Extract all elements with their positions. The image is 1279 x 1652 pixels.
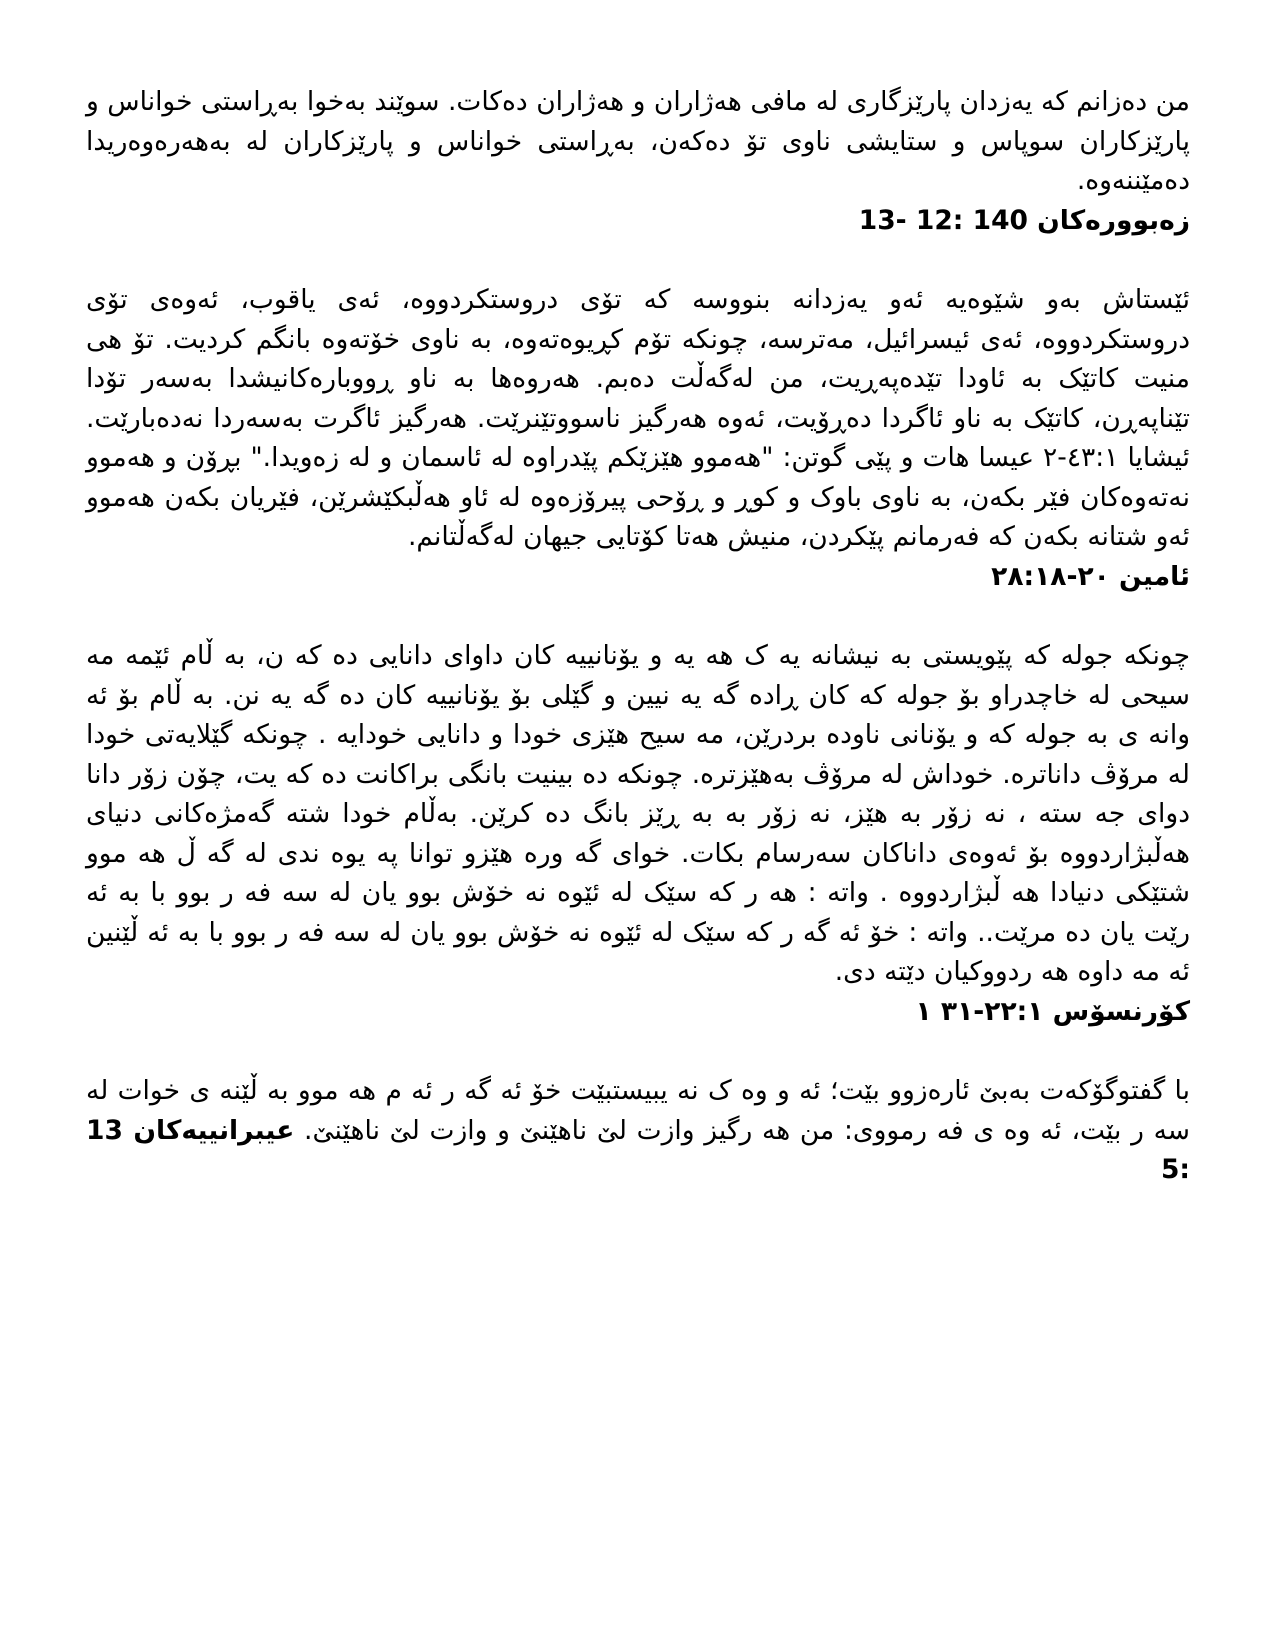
passage-2-reference: ئامین ٢٠-٢٨:١٨ — [991, 560, 1190, 592]
passage-4-text: با گفتوگۆکەت بەبێ ئارەزوو بێت؛ ئە و وە ک نە یبیستبێت خۆ ئە گە ر ئە م هە موو بە ڵێنە ی خوات لە سە ر بێت، ئە وە ی فە رمووی: من هە رگیز وازت لێ ناهێنێ و وازت لێ ناهێنێ. — [86, 1075, 1190, 1146]
document-page — [86, 82, 1190, 1190]
passage-4-paragraph — [86, 1071, 1190, 1190]
paragraph-gap — [86, 240, 1190, 280]
passage-3-text: چونکە جولە کە پێویستی بە نیشانە یە ک هە یە و یۆنانییە کان داوای دانایی دە کە ن، بە ڵام ئێمە مە سیحی لە خاچدراو بۆ جولە کە کان ڕادە گە یە نیین و گێلی بۆ یۆنانییە کان دە گە یە نن. بە ڵام بۆ ئە وانە ی بە جولە کە و یۆنانی ناودە بردرێن، مە سیح هێزی خودا و دانایی خودایە . چونکە گێلایەتی خودا لە مرۆڤ داناترە. خوداش لە مرۆڤ بەهێزترە. چونکە دە بینیت بانگی براکانت دە کە یت، چۆن زۆر دانا دوای جە ستە ، نە زۆر بە هێز، نە زۆر بە بە ڕێز بانگ دە کرێن. بەڵام خودا شتە گەمژەکانی دنیای هەڵبژاردووە بۆ ئەوەی داناکان سەرسام بکات. خوای گە ورە هێزو توانا پە یوە ندی لە گە ڵ هە موو شتێکی دنیادا هە ڵبژاردووە . واتە : هە ر کە سێک لە ئێوە نە خۆش بوو یان لە سە فە ر بوو با بە ئە رێت یان دە مرێت.. واتە : خۆ ئە گە ر کە سێک لە ئێوە نە خۆش بوو یان لە سە فە ر بوو با بە ئە ڵێنین ئە مە داوە هە ردووکیان دێتە دی. — [86, 640, 1190, 987]
passage-2-text: ئێستاش بەو شێوەیە ئەو یەزدانە بنووسە کە تۆی دروستکردووە، ئەی یاقوب، ئەوەی تۆی دروستکردووە، ئەی ئیسرائیل، مەترسە، چونکە تۆم کڕیوەتەوە، بە ناوی خۆتەوە بانگم کردیت. تۆ هی منیت کاتێک بە ئاودا تێدەپەڕیت، من لەگەڵت دەبم. هەروەها بە ناو ڕووبارەکانیشدا بەسەر تۆدا تێناپەڕن، کاتێک بە ناو ئاگردا دەڕۆیت، ئەوە هەرگیز ناسووتێنرێت. هەرگیز ئاگرت بەسەردا نەدەبارێت. ئیشایا ٤٣:١-٢ عیسا هات و پێی گوتن: "هەموو هێزێکم پێدراوە لە ئاسمان و لە زەویدا." بڕۆن و هەموو نەتەوەکان فێر بکەن، بە ناوی باوک و کوڕ و ڕۆحی پیرۆزەوە لە ئاو هەڵبکێشرێن، فێریان بکەن هەموو ئەو شتانە بکەن کە فەرمانم پێکردن، منیش هەتا کۆتایی جیهان لەگەڵتانم. — [86, 284, 1191, 552]
paragraph-gap — [86, 596, 1190, 636]
paragraph-gap — [86, 1031, 1190, 1071]
passage-4-reference: عیبرانییەکان 13 :5 — [86, 1114, 1190, 1185]
passage-3-reference: کۆرنسۆس ٢٢:١-٣١ ١ — [915, 995, 1190, 1027]
passage-1-reference: زەبوورەکان 140 :12 -13 — [858, 204, 1190, 236]
passage-1-text: من دەزانم کە یەزدان پارێزگاری لە مافی هەژاران و هەژاران دەکات. سوێند بەخوا بەڕاستی خواناس و پارێزکاران سوپاس و ستایشی ناوی تۆ دەکەن، بەڕاستی خواناس و پارێزکاران لە بەهەرەوەریدا دەمێننەوە. — [86, 86, 1190, 196]
